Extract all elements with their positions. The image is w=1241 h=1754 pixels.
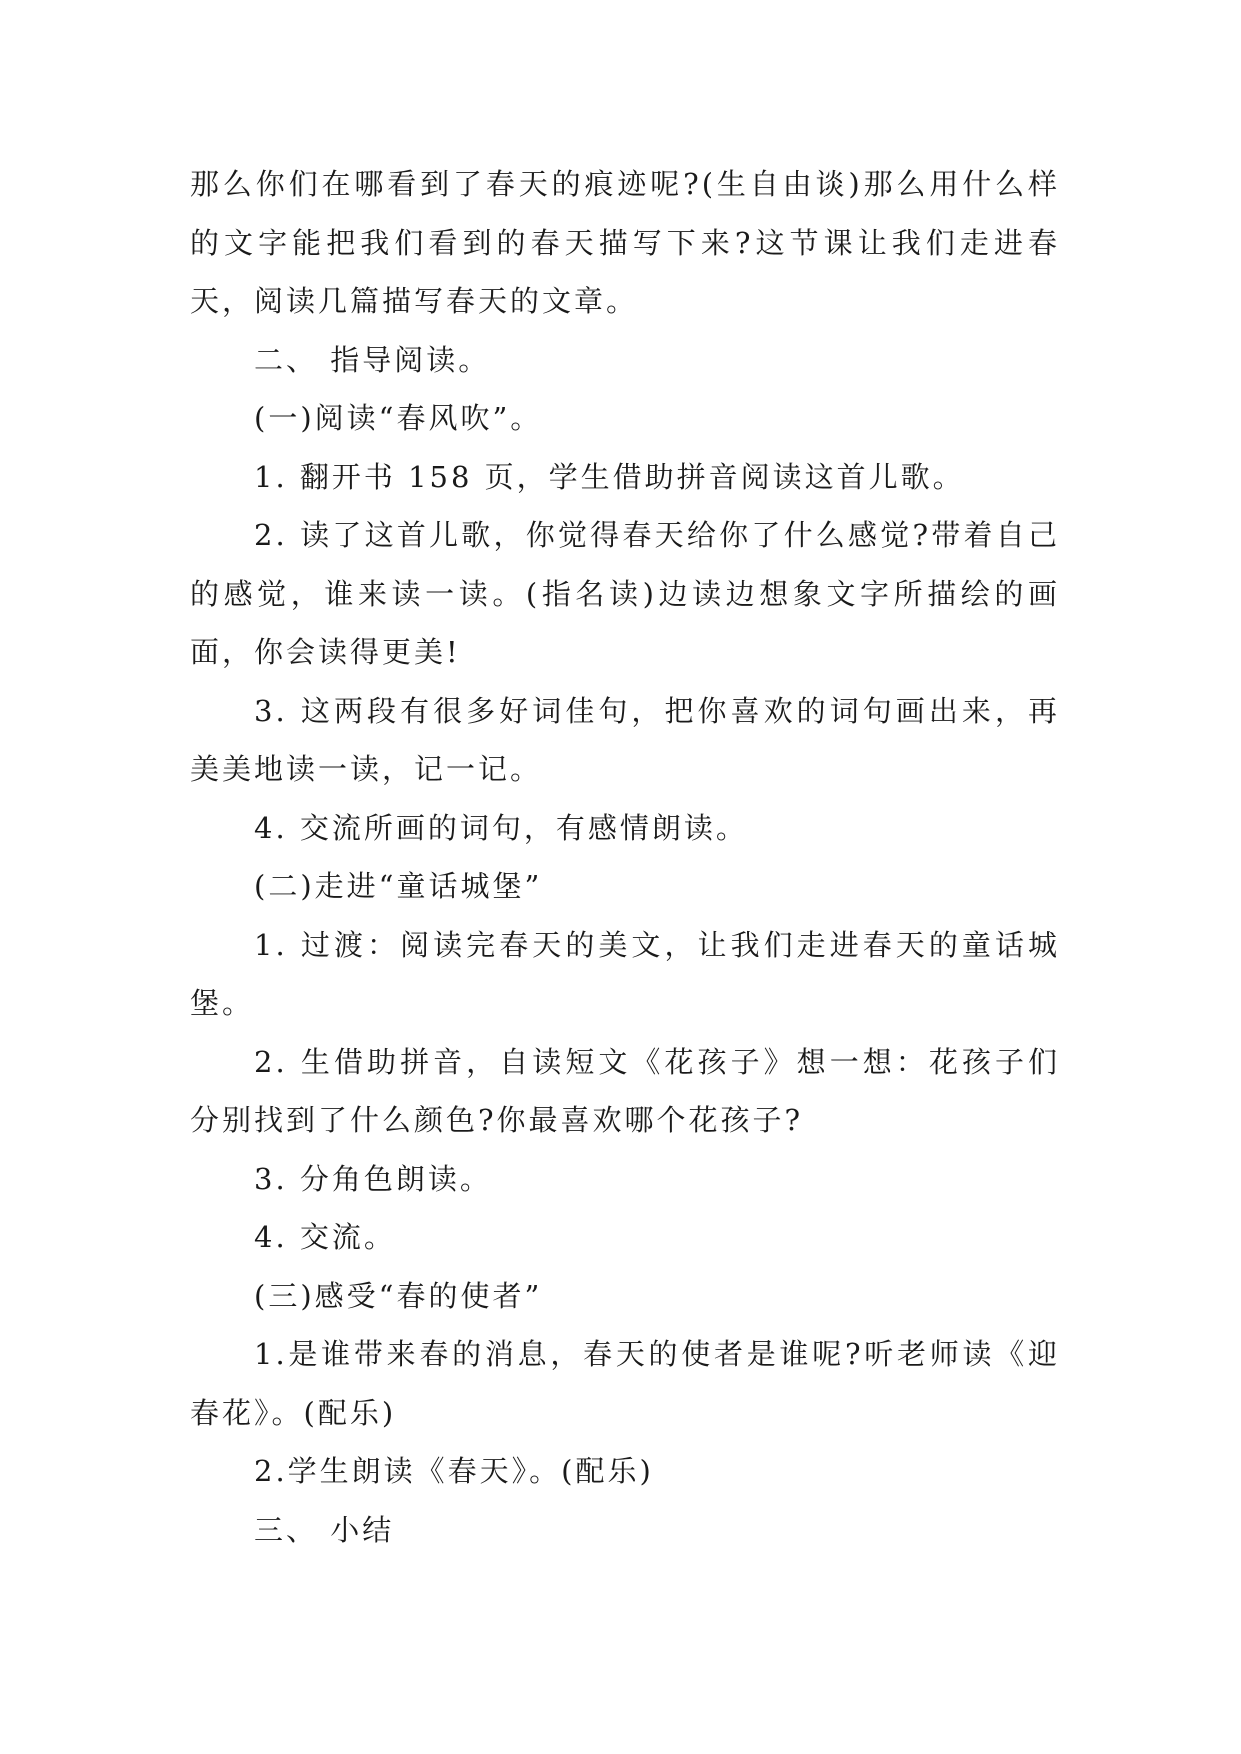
- subsection-heading: (二)走进“童话城堡”: [254, 869, 543, 903]
- paragraph: 2. 生借助拼音，自读短文《花孩子》想一想：花孩子们分别找到了什么颜色?你最喜欢哪个花孩子?: [190, 1044, 1060, 1137]
- section-heading: 二、 指导阅读。: [254, 342, 491, 377]
- paragraph: 3. 这两段有很多好词佳句，把你喜欢的词句画出来，再美美地读一读，记一记。: [190, 693, 1060, 786]
- paragraph: 4. 交流。: [254, 1220, 396, 1254]
- paragraph: 那么你们在哪看到了春天的痕迹呢?(生自由谈)那么用什么样的文字能把我们看到的春天描写下来?这节课让我们走进春天，阅读几篇描写春天的文章。: [190, 167, 1060, 318]
- paragraph: 1.是谁带来春的消息，春天的使者是谁呢?听老师读《迎春花》。(配乐): [190, 1337, 1060, 1430]
- subsection-heading: (一)阅读“春风吹”。: [254, 401, 543, 435]
- paragraph: 1. 翻开书 158 页，学生借助拼音阅读这首儿歌。: [254, 459, 965, 494]
- paragraph: 1. 过渡：阅读完春天的美文，让我们走进春天的童话城堡。: [190, 927, 1060, 1020]
- document-body: [190, 155, 1060, 1559]
- paragraph: 4. 交流所画的词句，有感情朗读。: [254, 810, 748, 845]
- paragraph: 3. 分角色朗读。: [254, 1161, 492, 1196]
- paragraph: 2. 读了这首儿歌，你觉得春天给你了什么感觉?带着自己的感觉，谁来读一读。(指名读)边读边想象文字所描绘的画面，你会读得更美!: [190, 518, 1060, 669]
- section-heading: 三、 小结: [254, 1512, 395, 1547]
- subsection-heading: (三)感受“春的使者”: [254, 1278, 543, 1313]
- paragraph: 2.学生朗读《春天》。(配乐): [254, 1454, 654, 1488]
